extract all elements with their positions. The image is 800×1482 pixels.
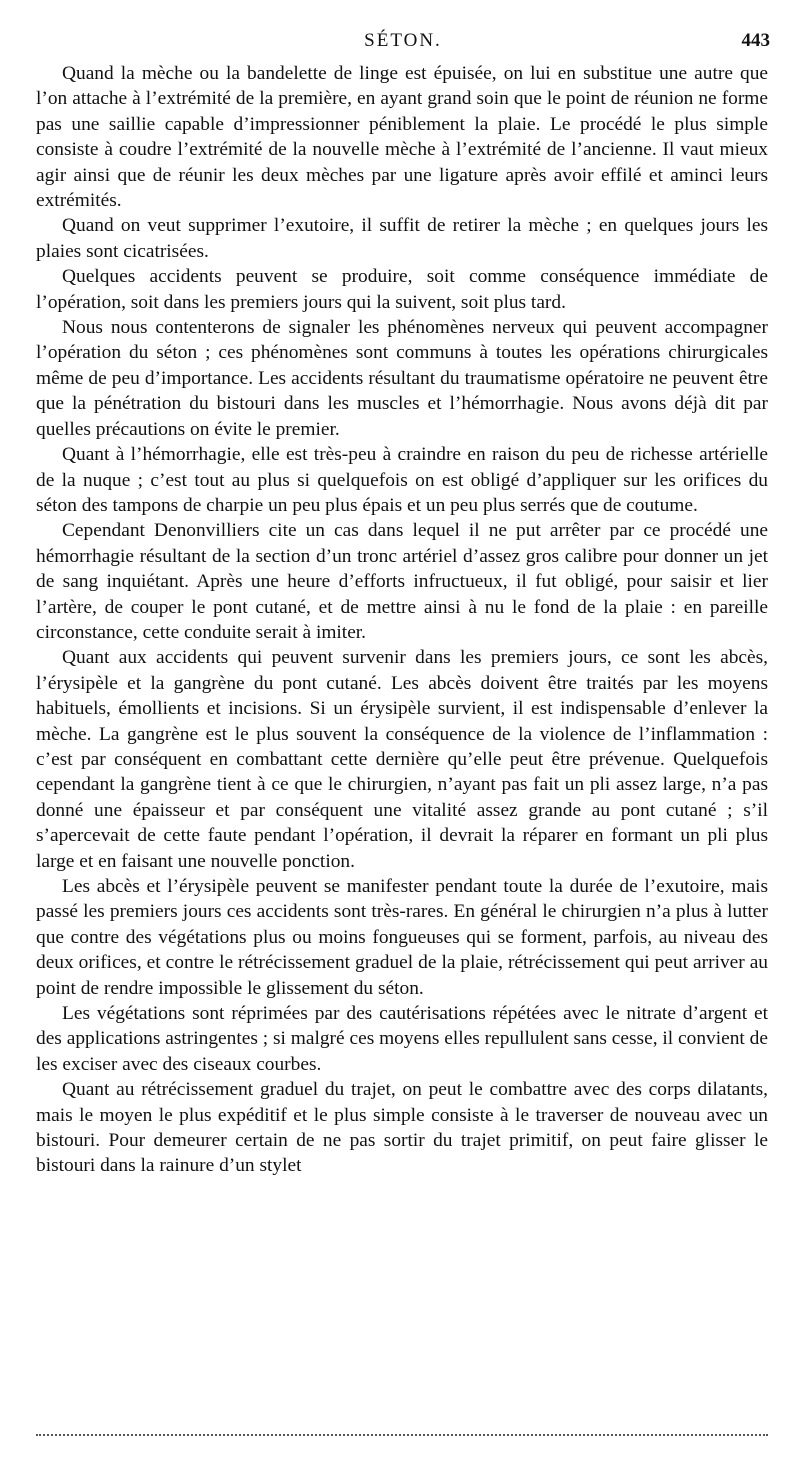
paragraph: Quand la mèche ou la bandelette de linge est épuisée, on lui en substitue une autre que l’on attache à l’extrémité de la première, en ayant grand soin que le point de réunion ne forme pas une saillie capable d’impressionner péniblement la plaie. Le procédé le plus simple consiste à coudre l’extrémité de la nouvelle mèche à l’extrémité de l’ancienne. Il vaut mieux agir ainsi que de réunir les deux mèches par une ligature après avoir effilé et aminci leurs extrémités.: [36, 63, 768, 212]
paragraph: Quant à l’hémorrhagie, elle est très-peu à craindre en raison du peu de richesse artérielle de la nuque ; c’est tout au plus si quelquefois on est obligé d’appliquer sur les orifices du séton des tampons de charpie un peu plus épais et un peu plus serrés que de coutume.: [36, 444, 768, 516]
paragraph: Les abcès et l’érysipèle peuvent se manifester pendant toute la durée de l’exutoire, mais passé les premiers jours ces accidents sont très-rares. En général le chirurgien n’a plus à lutter que contre des végétations plus ou moins fongueuses qui se forment, parfois, au niveau des deux orifices, et contre le rétrécissement graduel de la plaie, rétrécissement qui peut arriver au point de rendre impossible le glissement du séton.: [36, 876, 768, 999]
paragraph: Quand on veut supprimer l’exutoire, il suffit de retirer la mèche ; en quelques jours les plaies sont cicatrisées.: [36, 215, 768, 262]
paragraph: Quant au rétrécissement graduel du trajet, on peut le combattre avec des corps dilatants, mais le moyen le plus expéditif et le plus simple consiste à le traverser de nouveau avec un bistouri. Pour demeurer certain de ne pas sortir du trajet primitif, on peut faire glisser le bistouri dans la rainure d’un stylet: [36, 1079, 768, 1177]
page-number: 443: [741, 30, 770, 51]
running-title: SÉTON.: [364, 30, 442, 51]
paragraph: Quelques accidents peuvent se produire, soit comme conséquence immédiate de l’opération, soit dans les premiers jours qui la suivent, soit plus tard.: [36, 266, 768, 313]
paragraph: Cependant Denonvilliers cite un cas dans lequel il ne put arrêter par ce procédé une hémorrhagie résultant de la section d’un tronc artériel d’assez gros calibre pour donner un jet de sang inquiétant. Après une heure d’efforts infructueux, il fut obligé, pour saisir et lier l’artère, de couper le pont cutané, et de mettre ainsi à nu le fond de la plaie : en pareille circonstance, cette conduite serait à imiter.: [36, 520, 768, 643]
paragraph: Quant aux accidents qui peuvent survenir dans les premiers jours, ce sont les abcès, l’érysipèle et la gangrène du pont cutané. Les abcès doivent être traités par les moyens habituels, émollients et incisions. Si un érysipèle survient, il est indispensable d’enlever la mèche. La gangrène est le plus souvent la conséquence de la violence de l’inflammation : c’est par conséquent en combattant cette dernière qu’elle peut être prévenue. Quelquefois cependant la gangrène tient à ce que le chirurgien, n’ayant pas fait un pli assez large, n’a pas donné une épaisseur et par conséquent une vitalité assez grande au pont cutané ; s’il s’apercevait de cette faute pendant l’opération, il devrait la réparer en formant un pli plus large et en faisant une nouvelle ponction.: [36, 647, 768, 872]
paragraph: Les végétations sont réprimées par des cautérisations répétées avec le nitrate d’argent et des applications astringentes ; si malgré ces moyens elles repullulent sans cesse, il convient de les exciser avec des ciseaux courbes.: [36, 1003, 768, 1075]
paragraph: Nous nous contenterons de signaler les phénomènes nerveux qui peuvent accompagner l’opération du séton ; ces phénomènes sont communs à toutes les opérations chirurgicales même de peu d’importance. Les accidents résultant du traumatisme opératoire ne peuvent être que la pénétration du bistouri dans les muscles et l’hémorrhagie. Nous avons déjà dit par quelles précautions on évite le premier.: [36, 317, 768, 440]
body-text: [36, 61, 768, 1179]
footer-dotted-rule: [36, 1434, 768, 1436]
running-header: [36, 30, 770, 54]
